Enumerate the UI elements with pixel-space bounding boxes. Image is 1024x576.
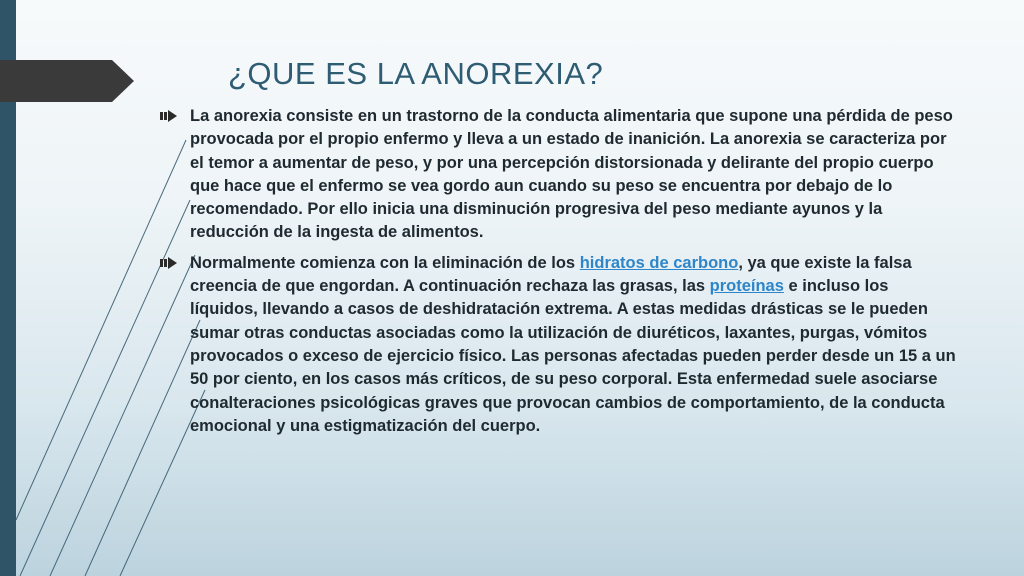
title-tab-shape: [0, 60, 134, 102]
link-proteinas[interactable]: proteínas: [709, 277, 784, 296]
bullet-text: La anorexia consiste en un trastorno de la conducta alimentaria que supone una pérdida de peso provocada por el propio enfermo y lleva a un estado de inanición. La anorexia se caracteriza por el temor a aumentar de peso, y por una percepción distorsionada y delirante del propio cuerpo que hace que el enfermo se vea gordo aun cuando su peso se encuentra por debajo de lo recomendado. Por ello inicia una disminución progresiva del peso mediante ayunos y la reducción de la ingesta de alimentos.: [190, 107, 953, 242]
bullet-item: [160, 252, 960, 438]
arrow-bullet-icon: [160, 257, 178, 269]
slide-title: ¿QUE ES LA ANOREXIA?: [228, 56, 604, 91]
slide-content: [160, 105, 960, 445]
link-hidratos-de-carbono[interactable]: hidratos de carbono: [579, 253, 739, 272]
bullet-text: Normalmente comienza con la eliminación de los: [190, 253, 580, 272]
arrow-bullet-icon: [160, 110, 178, 122]
bullet-text: e incluso los líquidos, llevando a casos de deshidratación extrema. A estas medidas drásticas se le pueden sumar otras conductas asociadas como la utilización de diuréticos, laxantes, purgas, vómitos provocados o exceso de ejercicio físico. Las personas afectadas pueden perder desde un 15 a un 50 por ciento, en los casos más críticos, de su peso corporal. Esta enfermedad suele asociarse conalteraciones psicológicas graves que provocan cambios de comportamiento, de la conducta emocional y una estigmatización del cuerpo.: [190, 277, 956, 435]
bullet-text: , ya que existe la falsa creencia de que engordan. A continuación rechaza las grasas, las: [190, 253, 912, 296]
bullet-item: [160, 105, 960, 245]
